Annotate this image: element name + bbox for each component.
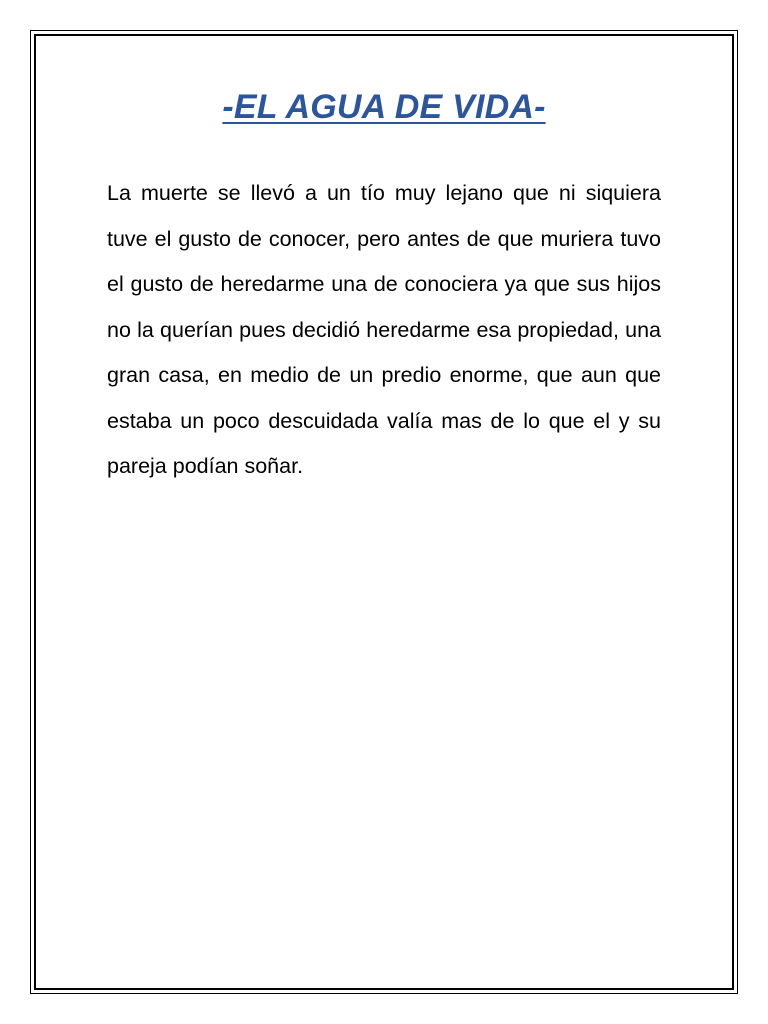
document-title: -EL AGUA DE VIDA- xyxy=(222,88,546,126)
document-body-paragraph: La muerte se llevó a un tío muy lejano que ni siquiera tuve el gusto de conocer, pero antes de que muriera tuvo el gusto de heredarme una de conociera ya que sus hijos no la querían pues decidió heredarme esa propiedad, una gran casa, en medio de un predio enorme, que aun que estaba un poco descuidada valía mas de lo que el y su pareja podían soñar. xyxy=(107,181,661,478)
